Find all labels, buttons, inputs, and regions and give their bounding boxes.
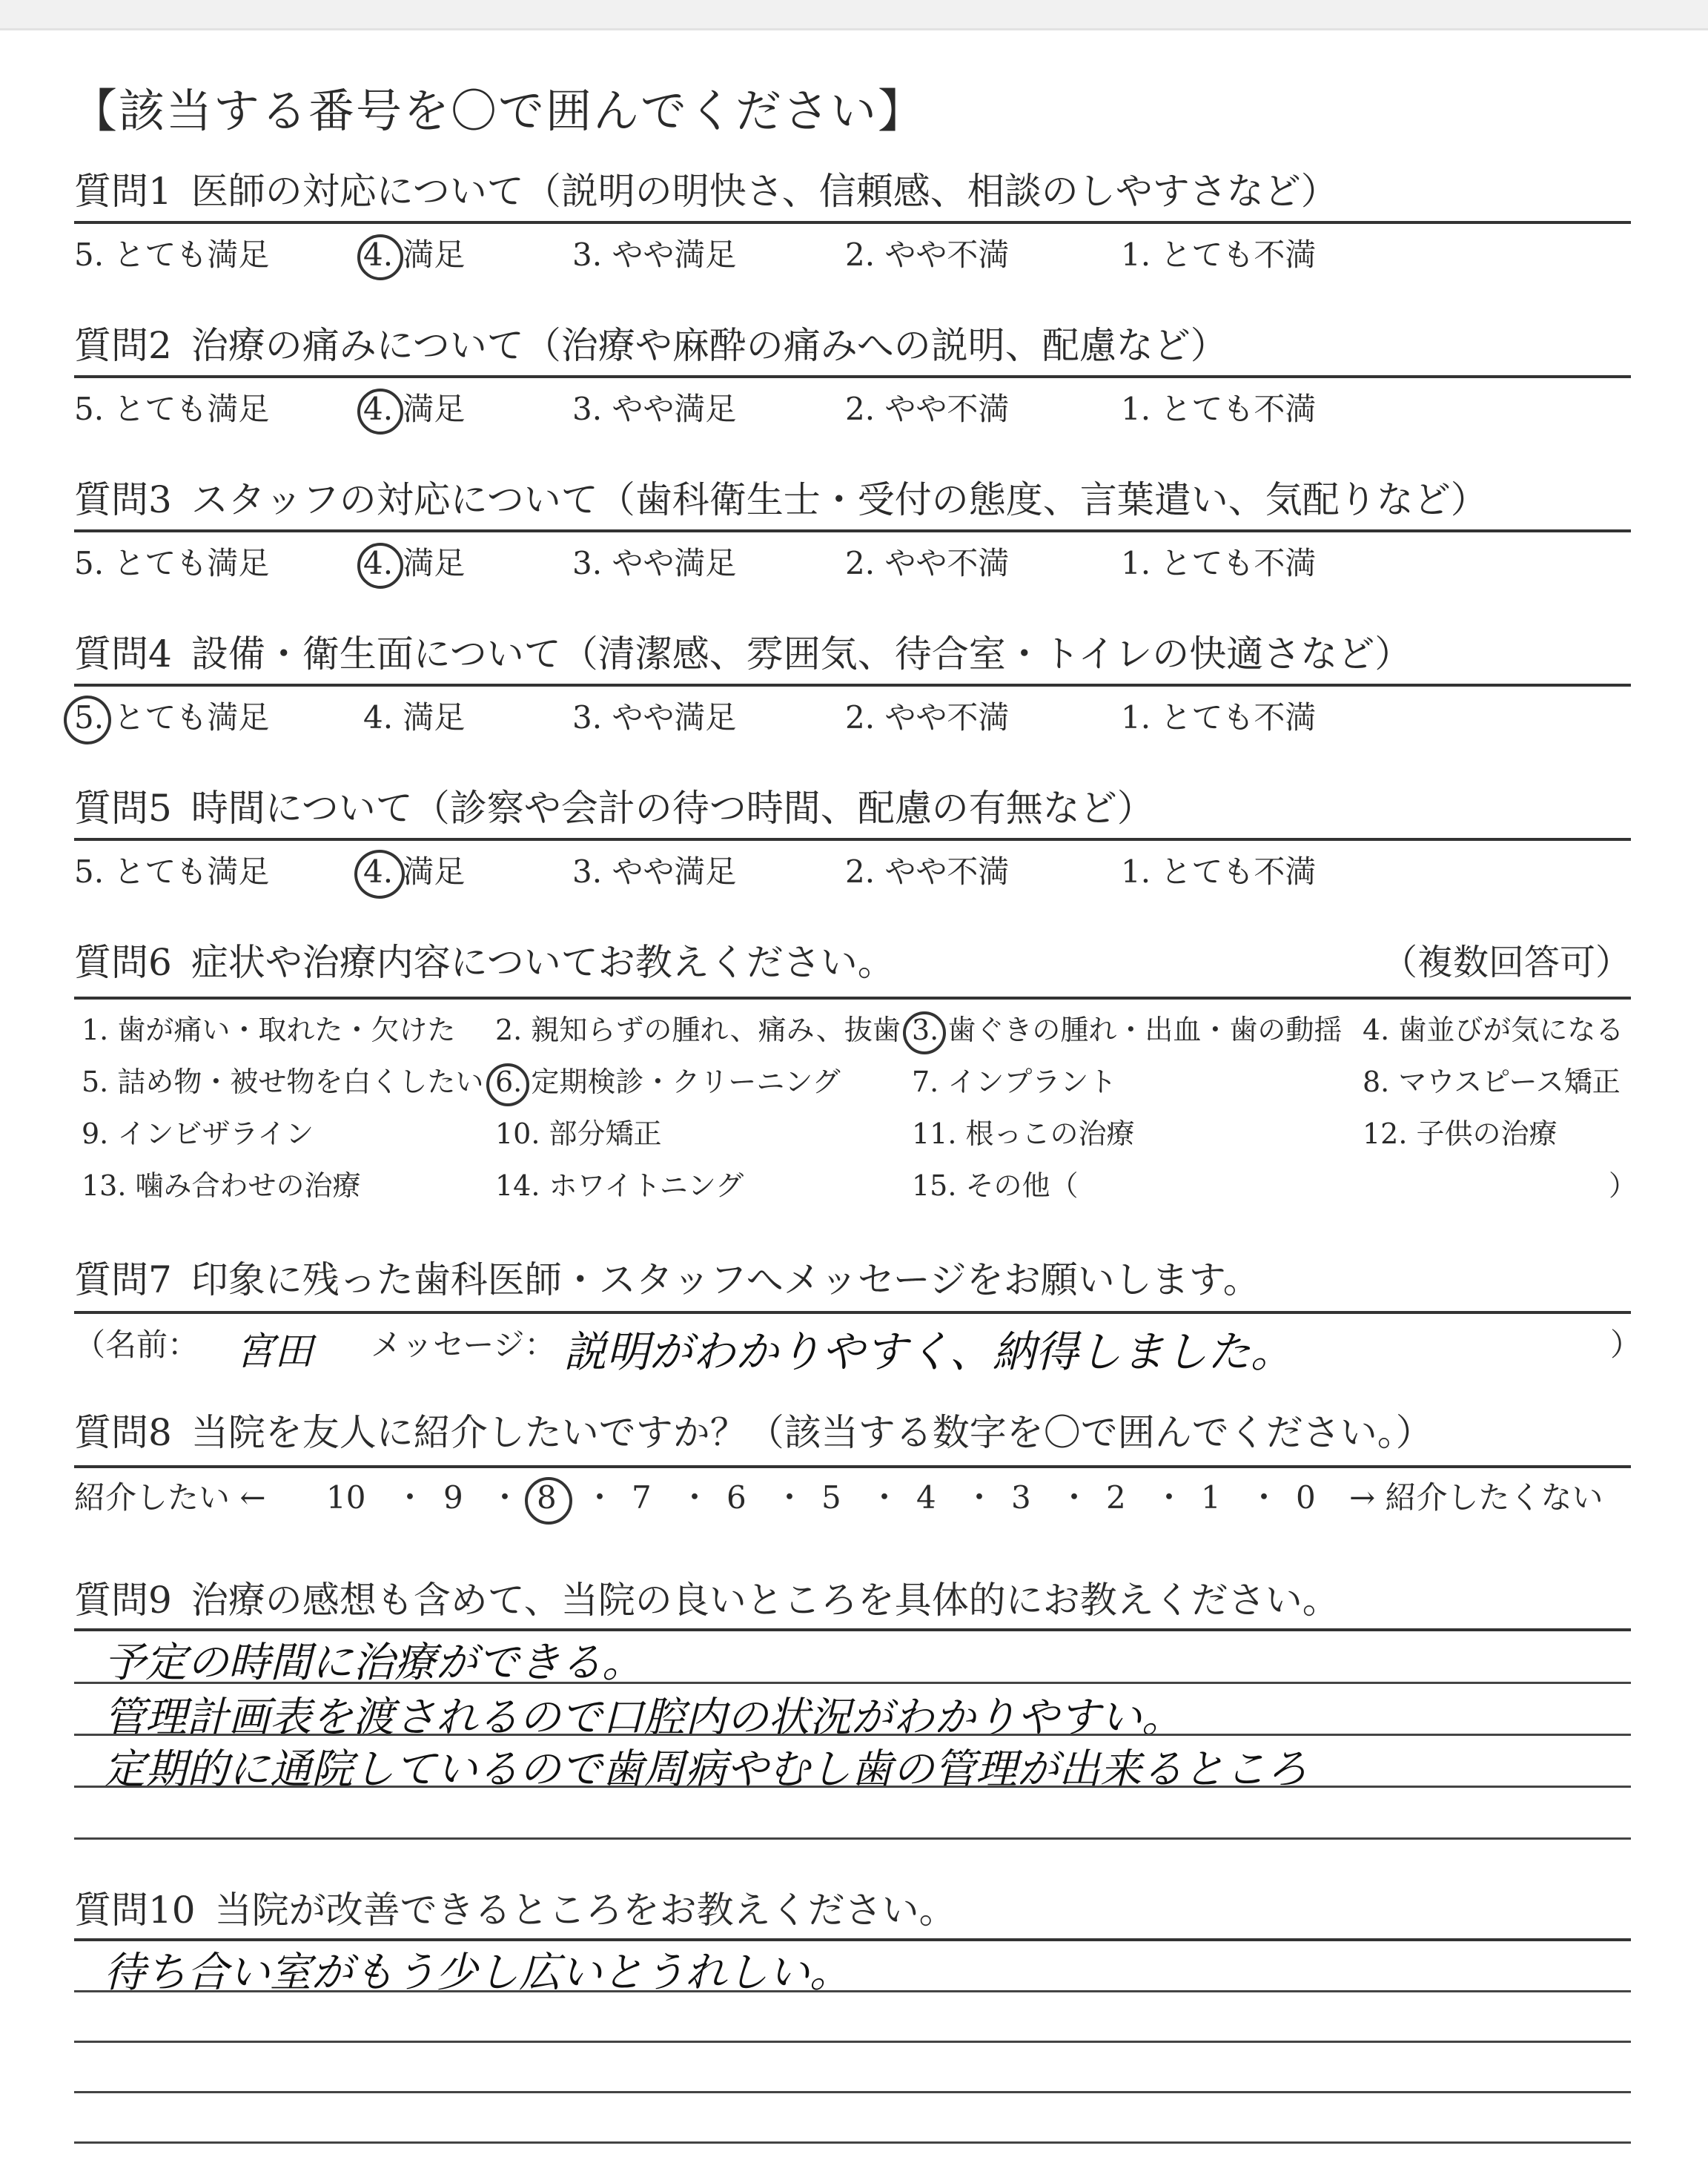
- option-2[interactable]: 2. やや不満: [845, 699, 1010, 736]
- question-7: [74, 1253, 1631, 1307]
- option-3[interactable]: 3. やや満足: [572, 699, 737, 736]
- option-1[interactable]: 1. とても不満: [1121, 545, 1317, 581]
- multiple-answers-note: （複数回答可）: [1381, 942, 1631, 983]
- option-4[interactable]: 4. 満足: [363, 545, 466, 581]
- question-divider: [74, 529, 1631, 532]
- scale-separator: ・: [964, 1479, 996, 1516]
- name-value[interactable]: 宮田: [236, 1330, 314, 1374]
- question-number: 質問9: [74, 1579, 172, 1622]
- scale-separator: ・: [394, 1479, 426, 1516]
- question-10: [74, 1883, 1631, 1937]
- symptom-option[interactable]: 14. ホワイトニング: [495, 1169, 744, 1202]
- question-2: [74, 319, 1631, 372]
- rating-options-5: [74, 848, 1631, 896]
- option-5[interactable]: 5. とても満足: [74, 699, 270, 736]
- option-4[interactable]: 4. 満足: [363, 853, 466, 890]
- question-number: 質問8: [74, 1411, 172, 1454]
- improvement-answer-1[interactable]: 待ち合い室がもう少し広いとうれしい。: [104, 1949, 851, 1997]
- other-close-paren: ）: [1609, 1169, 1638, 1202]
- message-row: [74, 1317, 1642, 1377]
- scale-value[interactable]: 6: [726, 1479, 747, 1516]
- scale-separator: ・: [1248, 1479, 1280, 1516]
- scale-separator: ・: [489, 1479, 521, 1516]
- scan-edge: [0, 0, 1708, 30]
- option-2[interactable]: 2. やや不満: [845, 545, 1010, 581]
- rating-options-1: [74, 231, 1631, 279]
- option-3[interactable]: 3. やや満足: [572, 237, 737, 273]
- scale-value[interactable]: 10: [326, 1479, 366, 1516]
- symptom-option[interactable]: 7. インプラント: [912, 1066, 1117, 1098]
- scale-value[interactable]: 3: [1011, 1479, 1031, 1516]
- rating-options-2: [74, 386, 1631, 433]
- option-5[interactable]: 5. とても満足: [74, 237, 270, 273]
- question-number: 質問5: [74, 787, 172, 830]
- question-text: 当院が改善できるところをお教えください。: [214, 1889, 956, 1932]
- question-number: 質問1: [74, 170, 172, 213]
- answer-line: [74, 1990, 1631, 1992]
- selection-circle: [357, 543, 403, 589]
- question-4: [74, 627, 1631, 681]
- option-4[interactable]: 4. 満足: [363, 391, 466, 427]
- selection-circle: [357, 389, 403, 435]
- scale-right-label: → 紹介したくない: [1349, 1479, 1603, 1516]
- option-2[interactable]: 2. やや不満: [845, 853, 1010, 890]
- answer-line: [74, 1786, 1631, 1788]
- question-text: 設備・衛生面について（清潔感、雰囲気、待合室・トイレの快適さなど）: [191, 633, 1412, 676]
- question-3: [74, 473, 1631, 526]
- scale-value[interactable]: 4: [916, 1479, 936, 1516]
- scale-value[interactable]: 9: [443, 1479, 463, 1516]
- scale-separator: ・: [1153, 1479, 1185, 1516]
- question-number: 質問6: [74, 941, 172, 984]
- question-text: 症状や治療内容についてお教えください。: [191, 941, 895, 984]
- symptom-option[interactable]: 5. 詰め物・被せ物を白くしたい: [82, 1066, 484, 1098]
- selection-circle: [64, 696, 111, 744]
- option-5[interactable]: 5. とても満足: [74, 853, 270, 890]
- selection-circle: [486, 1063, 529, 1106]
- question-divider: [74, 1465, 1631, 1468]
- option-5[interactable]: 5. とても満足: [74, 391, 270, 427]
- question-text: 印象に残った歯科医師・スタッフへメッセージをお願いします。: [191, 1258, 1260, 1301]
- option-2[interactable]: 2. やや不満: [845, 391, 1010, 427]
- symptom-option[interactable]: 11. 根っこの治療: [912, 1117, 1135, 1150]
- question-text: 当院を友人に紹介したいですか？（該当する数字を〇で囲んでください。）: [191, 1411, 1433, 1454]
- option-1[interactable]: 1. とても不満: [1121, 699, 1317, 736]
- scale-separator: ・: [869, 1479, 901, 1516]
- scale-separator: ・: [584, 1479, 616, 1516]
- option-4[interactable]: 4. 満足: [363, 699, 466, 736]
- scale-value[interactable]: 7: [632, 1479, 652, 1516]
- scale-separator: ・: [774, 1479, 806, 1516]
- scale-value[interactable]: 8: [537, 1479, 557, 1516]
- option-1[interactable]: 1. とても不満: [1121, 853, 1317, 890]
- selection-circle: [525, 1477, 572, 1525]
- scale-separator: ・: [1059, 1479, 1090, 1516]
- good-points-answer-3[interactable]: 定期的に通院しているので歯周病やむし歯の管理が出来るところ: [104, 1745, 1308, 1794]
- question-divider: [74, 997, 1631, 1000]
- option-2[interactable]: 2. やや不満: [845, 237, 1010, 273]
- answer-line: [74, 1682, 1631, 1684]
- question-divider: [74, 838, 1631, 841]
- symptom-option[interactable]: 6. 定期検診・クリーニング: [495, 1066, 841, 1098]
- answer-line: [74, 2141, 1631, 2144]
- option-5[interactable]: 5. とても満足: [74, 545, 270, 581]
- answer-line: [74, 1734, 1631, 1736]
- selection-circle: [903, 1011, 946, 1054]
- question-text: 医師の対応について（説明の明快さ、信頼感、相談のしやすさなど）: [191, 170, 1338, 213]
- selection-circle: [357, 234, 403, 280]
- rating-options-3: [74, 540, 1631, 587]
- scale-value[interactable]: 1: [1201, 1479, 1221, 1516]
- scale-value[interactable]: 2: [1106, 1479, 1126, 1516]
- answer-line: [74, 2091, 1631, 2093]
- question-divider: [74, 684, 1631, 687]
- question-divider: [74, 1311, 1631, 1314]
- symptom-option[interactable]: 1. 歯が痛い・取れた・欠けた: [82, 1014, 456, 1046]
- good-points-answer-2[interactable]: 管理計画表を渡されるので口腔内の状況がわかりやすい。: [104, 1694, 1183, 1742]
- symptom-option[interactable]: 8. マウスピース矯正: [1363, 1066, 1621, 1098]
- question-divider: [74, 221, 1631, 224]
- symptom-option[interactable]: 10. 部分矯正: [495, 1117, 662, 1150]
- answer-line: [74, 2041, 1631, 2043]
- option-3[interactable]: 3. やや満足: [572, 391, 737, 427]
- selection-circle: [354, 850, 405, 899]
- option-1[interactable]: 1. とても不満: [1121, 391, 1317, 427]
- message-value[interactable]: 説明がわかりやすく、納得しました。: [563, 1327, 1294, 1377]
- scale-value[interactable]: 5: [821, 1479, 841, 1516]
- good-points-answer-1[interactable]: 予定の時間に治療ができる。: [104, 1639, 643, 1687]
- question-number: 質問3: [74, 478, 172, 521]
- symptom-options: [74, 1008, 1638, 1216]
- scale-left-label: 紹介したい ←: [74, 1479, 266, 1516]
- question-number: 質問7: [74, 1258, 172, 1301]
- symptom-option[interactable]: 12. 子供の治療: [1363, 1117, 1558, 1150]
- symptom-option[interactable]: 13. 噛み合わせの治療: [82, 1169, 361, 1202]
- answer-line: [74, 1837, 1631, 1840]
- question-9: [74, 1573, 1631, 1627]
- question-number: 質問10: [74, 1889, 196, 1932]
- question-number: 質問4: [74, 633, 172, 676]
- referral-scale: [74, 1474, 1631, 1522]
- rating-options-4: [74, 694, 1631, 742]
- symptom-option[interactable]: 15. その他（: [912, 1169, 1079, 1202]
- question-8: [74, 1406, 1631, 1459]
- question-divider: [74, 375, 1631, 378]
- question-text: 治療の感想も含めて、当院の良いところを具体的にお教えください。: [191, 1579, 1340, 1622]
- option-3[interactable]: 3. やや満足: [572, 545, 737, 581]
- question-text: スタッフの対応について（歯科衛生士・受付の態度、言葉遣い、気配りなど）: [191, 478, 1488, 521]
- page-title: 【該当する番号を〇で囲んでください】: [71, 84, 926, 138]
- symptom-option[interactable]: 2. 親知らずの腫れ、痛み、抜歯: [495, 1014, 901, 1046]
- question-5: [74, 782, 1631, 835]
- symptom-option[interactable]: 4. 歯並びが気になる: [1363, 1014, 1624, 1046]
- option-3[interactable]: 3. やや満足: [572, 853, 737, 890]
- scale-separator: ・: [679, 1479, 711, 1516]
- question-1: [74, 165, 1631, 218]
- scale-value[interactable]: 0: [1296, 1479, 1316, 1516]
- question-6: [74, 936, 1631, 989]
- option-4[interactable]: 4. 満足: [363, 237, 466, 273]
- message-close-paren: ）: [1610, 1327, 1642, 1363]
- question-text: 時間について（診察や会計の待つ時間、配慮の有無など）: [191, 787, 1154, 830]
- name-label: （名前：: [74, 1327, 199, 1363]
- message-label: メッセージ：: [371, 1327, 556, 1363]
- question-number: 質問2: [74, 324, 172, 367]
- symptom-option[interactable]: 9. インビザライン: [82, 1117, 314, 1150]
- option-1[interactable]: 1. とても不満: [1121, 237, 1317, 273]
- symptom-option[interactable]: 3. 歯ぐきの腫れ・出血・歯の動揺: [912, 1014, 1343, 1046]
- question-text: 治療の痛みについて（治療や麻酔の痛みへの説明、配慮など）: [191, 324, 1228, 367]
